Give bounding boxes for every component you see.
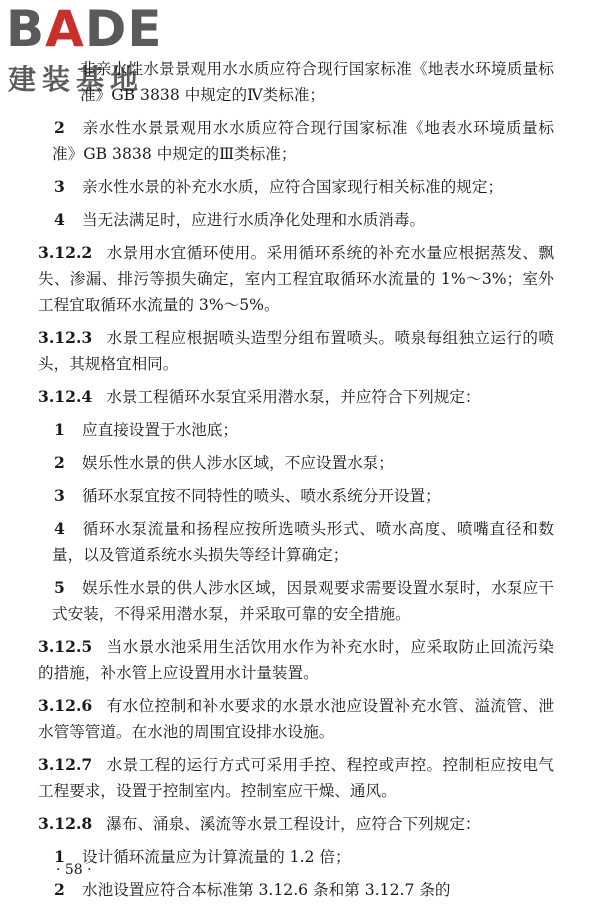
clause-number: 1 [54, 420, 65, 439]
logo-subtitle: 建装基地 [8, 63, 145, 96]
clause-number: 2 [54, 880, 65, 899]
paragraph-text: 水景工程循环水泵宜采用潜水泵，并应符合下列规定： [106, 388, 481, 406]
paragraph-text: 当无法满足时，应进行水质净化处理和水质消毒。 [82, 211, 426, 229]
clause-paragraph [38, 752, 554, 804]
clause-number: 1 [54, 847, 65, 866]
clause-number: 3 [54, 177, 65, 196]
clause-number: 5 [54, 578, 65, 597]
paragraph-text: 循环水泵流量和扬程应按所选喷头形式、喷水高度、喷嘴直径和数量，以及管道系统水头损失等经计算确定； [52, 520, 554, 564]
clause-number: 4 [54, 519, 65, 538]
logo-wordmark: BADE [6, 0, 163, 58]
clause-number: 3.12.4 [38, 387, 93, 406]
paragraph-text: 水池设置应符合本标准第 3.12.6 条和第 3.12.7 条的 [82, 881, 451, 899]
paragraph-text: 循环水泵宜按不同特性的喷头、喷水系统分开设置； [82, 487, 441, 505]
clause-number: 3.12.6 [38, 696, 93, 715]
list-item [52, 483, 554, 509]
paragraph-text: 瀑布、涌泉、溪流等水景工程设计，应符合下列规定： [106, 815, 481, 833]
clause-number: 3.12.5 [38, 637, 93, 656]
paragraph-text: 当水景水池采用生活饮用水作为补充水时，应采取防止回流污染的措施，补水管上应设置用水计量装置。 [38, 638, 554, 682]
clause-number: 4 [54, 210, 65, 229]
clause-paragraph [38, 240, 554, 318]
paragraph-text: 水景工程应根据喷头造型分组布置喷头。喷泉每组独立运行的喷头，其规格宜相同。 [38, 329, 554, 373]
paragraph-text: 水景工程的运行方式可采用手控、程控或声控。控制柜应按电气工程要求，设置于控制室内。控制室应干燥、通风。 [38, 756, 554, 800]
clause-number: 3.12.7 [38, 755, 93, 774]
list-item [52, 575, 554, 627]
paragraph-text: 设计循环流量应为计算流量的 1.2 倍； [82, 848, 351, 866]
list-item [52, 207, 554, 233]
list-item [52, 450, 554, 476]
paragraph-text: 亲水性水景的补充水水质，应符合国家现行相关标准的规定； [82, 178, 504, 196]
list-item [52, 516, 554, 568]
clause-paragraph [38, 325, 554, 377]
list-item [52, 877, 554, 903]
paragraph-text: 娱乐性水景的供人涉水区域，不应设置水泵； [82, 454, 394, 472]
list-item [52, 115, 554, 167]
document-body [38, 56, 554, 910]
clause-paragraph [38, 811, 554, 837]
paragraph-text: 亲水性水景景观用水水质应符合现行国家标准《地表水环境质量标准》GB 3838 中规定的Ⅲ类标准； [52, 119, 554, 163]
clause-paragraph [38, 384, 554, 410]
paragraph-text: 应直接设置于水池底； [82, 421, 238, 439]
clause-number: 2 [54, 118, 65, 137]
list-item [52, 56, 554, 108]
list-item [52, 844, 554, 870]
paragraph-text: 有水位控制和补水要求的水景水池应设置补充水管、溢流管、泄水管等管道。在水池的周围宜设排水设施。 [38, 697, 554, 741]
paragraph-text: 水景用水宜循环使用。采用循环系统的补充水量应根据蒸发、飘失、渗漏、排污等损失确定，室内工程宜取循环水流量的 1%～3%；室外工程宜取循环水流量的 3%～5%。 [38, 244, 554, 314]
paragraph-text: 娱乐性水景的供人涉水区域，因景观要求需要设置水泵时，水泵应干式安装，不得采用潜水泵，并采取可靠的安全措施。 [52, 579, 554, 623]
clause-number: 3 [54, 486, 65, 505]
clause-paragraph [38, 693, 554, 745]
clause-paragraph [38, 634, 554, 686]
list-item [52, 417, 554, 443]
clause-number: 2 [54, 453, 65, 472]
paragraph-text: 非亲水性水景景观用水水质应符合现行国家标准《地表水环境质量标准》GB 3838 中规定的Ⅳ类标准； [80, 60, 554, 104]
clause-number: 3.12.2 [38, 243, 93, 262]
clause-number: 3.12.8 [38, 814, 93, 833]
list-item [52, 174, 554, 200]
page-number: · 58 · [56, 862, 92, 878]
clause-number: 3.12.3 [38, 328, 93, 347]
